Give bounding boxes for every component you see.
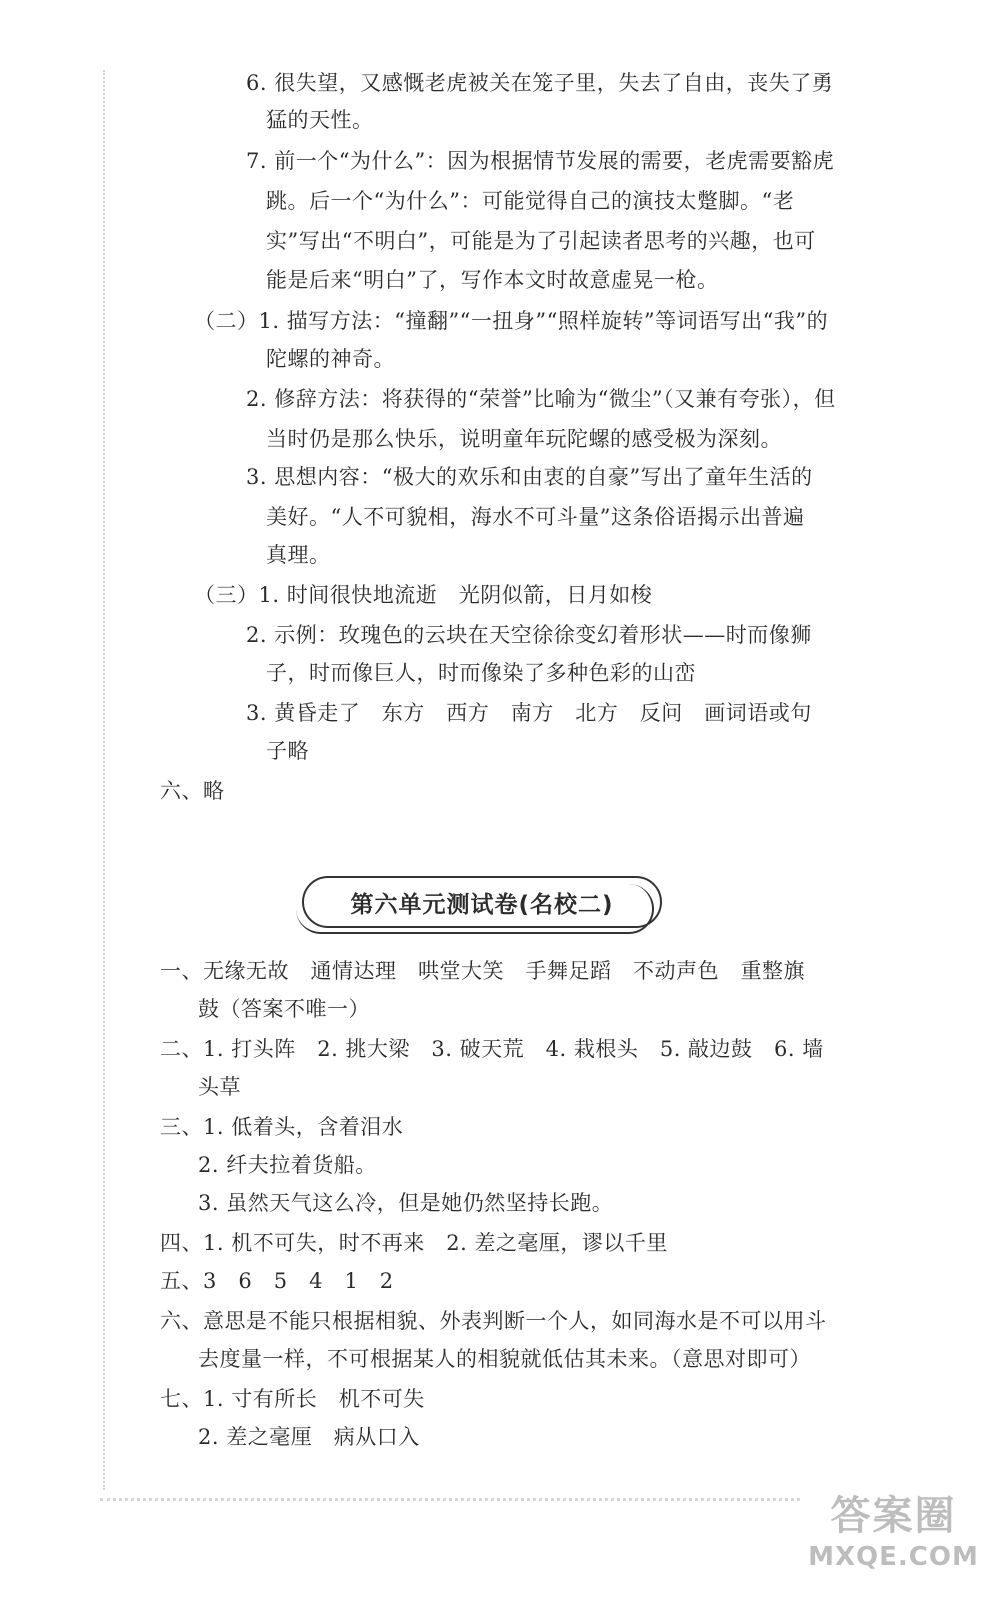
answer-line: 四、1. 机不可失，时不再来 2. 差之毫厘，谬以千里 [160, 1231, 668, 1255]
answer-line: 2. 差之毫厘 病从口入 [198, 1425, 420, 1449]
section-title-box [302, 876, 662, 928]
answer-line: 3. 黄昏走了 东方 西方 南方 北方 反问 画词语或句 [246, 701, 812, 725]
scan-noise-line [100, 1498, 800, 1501]
answer-line: 3. 思想内容：“极大的欢乐和由衷的自豪”写出了童年生活的 [246, 465, 813, 489]
watermark [801, 1492, 986, 1582]
answer-line: 3. 虽然天气这么冷，但是她仍然坚持长跑。 [198, 1191, 614, 1215]
answer-line: 二、1. 打头阵 2. 挑大梁 3. 破天荒 4. 栽根头 5. 敲边鼓 6. 墙 [160, 1037, 824, 1061]
answer-line: 6. 很失望，又感慨老虎被关在笼子里，失去了自由，丧失了勇 [246, 71, 834, 95]
answer-line: 美好。“人不可貌相，海水不可斗量”这条俗语揭示出普遍 [266, 505, 805, 529]
answer-line: 能是后来“明白”了，写作本文时故意虚晃一枪。 [266, 268, 719, 292]
answer-line: 七、1. 寸有所长 机不可失 [160, 1387, 425, 1411]
answer-line: 2. 示例：玫瑰色的云块在天空徐徐变幻着形状——时而像狮 [246, 623, 812, 647]
watermark-url: MXQE.COM [808, 1542, 979, 1572]
watermark-logo: 答案圈 [830, 1493, 957, 1539]
answer-line: 真理。 [266, 543, 331, 567]
answer-line: 2. 纤夫拉着货船。 [198, 1153, 377, 1177]
answer-line: （三）1. 时间很快地流逝 光阴似箭，日月如梭 [194, 583, 653, 607]
answer-line: 六、意思是不能只根据相貌、外表判断一个人，如同海水是不可以用斗 [160, 1309, 827, 1333]
answer-line: 鼓（答案不唯一） [198, 997, 370, 1021]
answer-line: （二）1. 描写方法：“撞翻”“一扭身”“照样旋转”等词语写出“我”的 [194, 309, 829, 333]
margin-dotted-line [103, 70, 105, 1490]
answer-line: 跳。后一个“为什么”：可能觉得自己的演技太蹩脚。“老 [266, 189, 795, 213]
answer-line: 2. 修辞方法：将获得的“荣誉”比喻为“微尘”（又兼有夸张），但 [246, 387, 836, 411]
answer-line: 头草 [198, 1075, 241, 1099]
answer-line: 子略 [266, 739, 309, 763]
section-title: 第六单元测试卷(名校二) [350, 891, 614, 918]
answer-line: 子，时而像巨人，时而像染了多种色彩的山峦 [266, 661, 696, 685]
answer-line: 当时仍是那么快乐，说明童年玩陀螺的感受极为深刻。 [266, 427, 782, 451]
answer-line: 猛的天性。 [266, 108, 374, 132]
answer-line: 五、3 6 5 4 1 2 [160, 1269, 394, 1293]
answer-line: 实”写出“不明白”，可能是为了引起读者思考的兴趣，也可 [266, 229, 816, 253]
answer-line: 7. 前一个“为什么”：因为根据情节发展的需要，老虎需要豁虎 [246, 149, 835, 173]
answer-line: 陀螺的神奇。 [266, 347, 395, 371]
answer-line: 去度量一样，不可根据某人的相貌就低估其未来。（意思对即可） [198, 1347, 811, 1371]
answer-line: 六、略 [160, 779, 225, 803]
answer-line: 三、1. 低着头，含着泪水 [160, 1115, 404, 1139]
answer-line: 一、无缘无故 通情达理 哄堂大笑 手舞足蹈 不动声色 重整旗 [160, 959, 805, 983]
